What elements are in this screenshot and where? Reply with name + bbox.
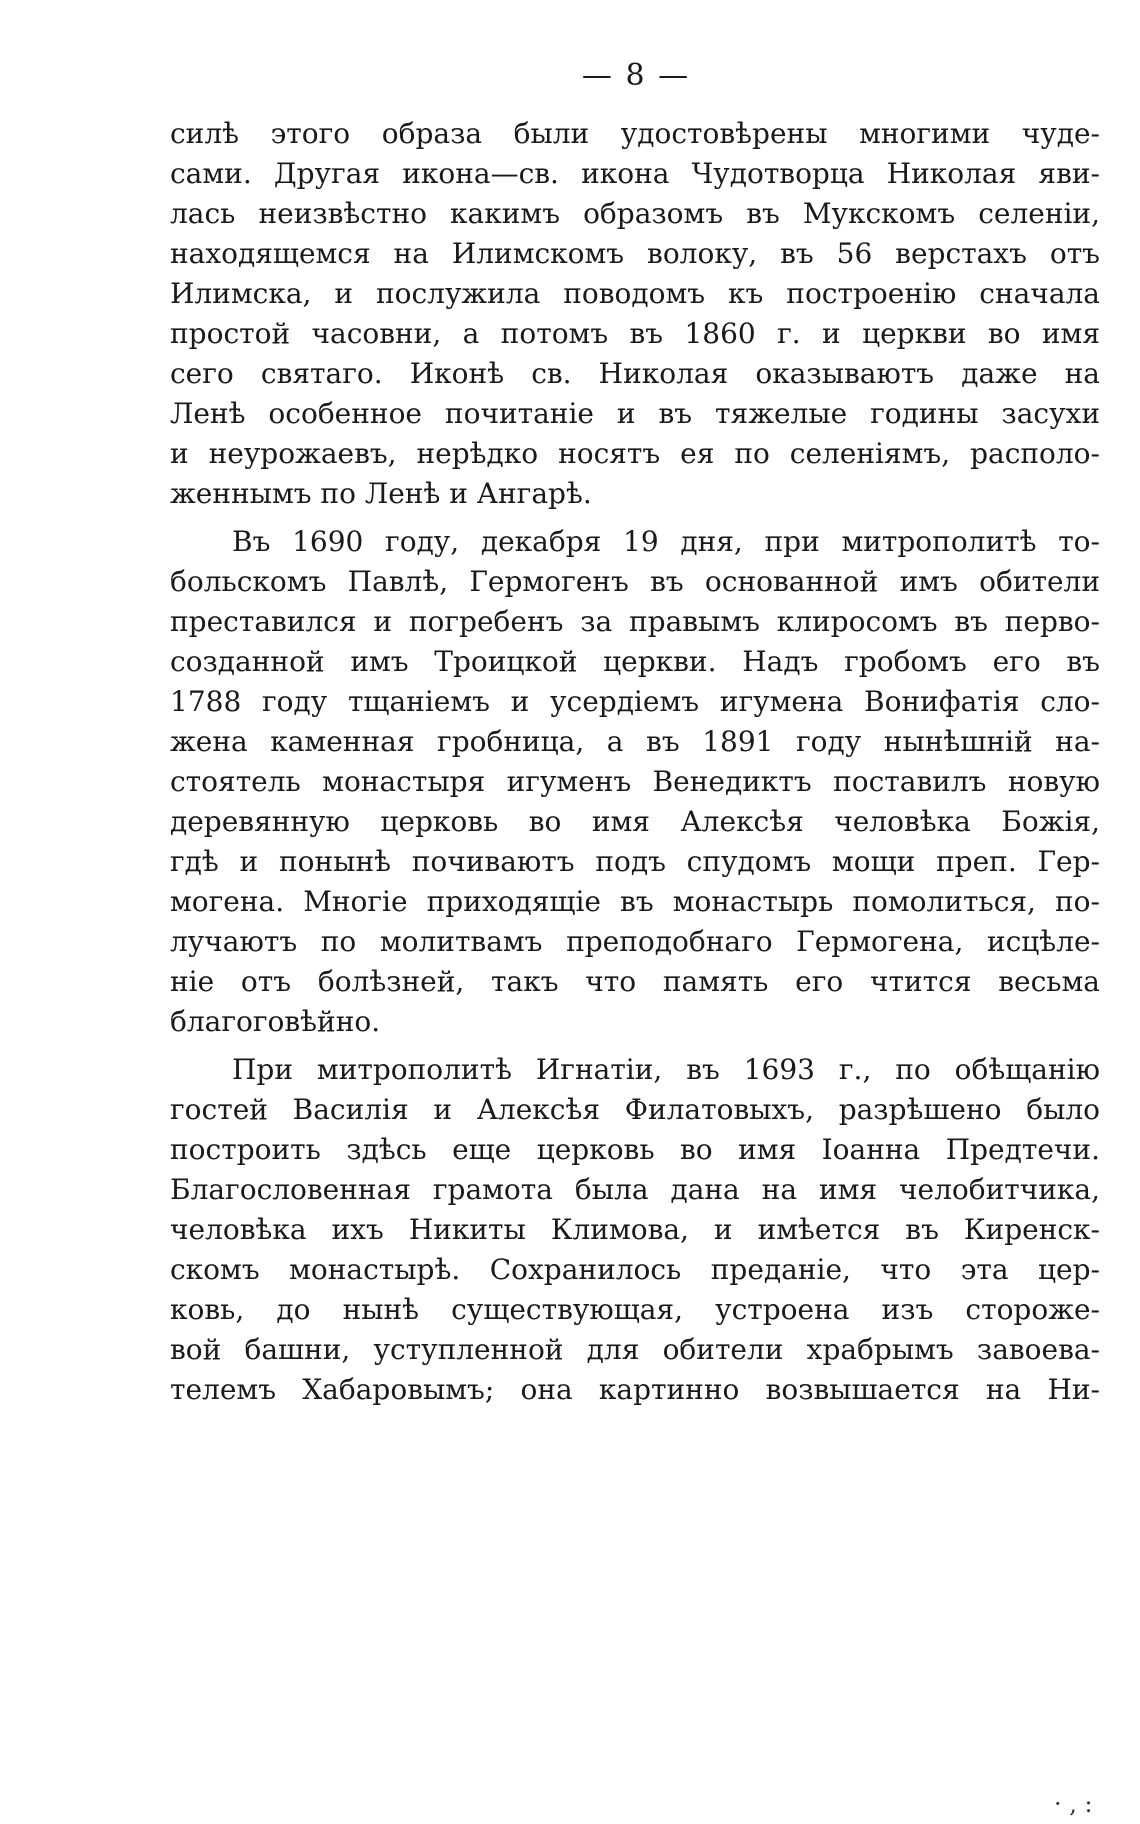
text-line: вой башни, уступленной для обители храбрымъ завоева-: [170, 1333, 1100, 1366]
text-line: Ленѣ особенное почитаніе и въ тяжелые годины засухи: [170, 397, 1100, 430]
text-line: могена. Многіе приходящіе въ монастырь помолиться, по-: [170, 885, 1100, 918]
text-line: силѣ этого образа были удостовѣрены многими чуде-: [170, 117, 1100, 150]
text-line: деревянную церковь во имя Алексѣя человѣка Божія,: [170, 805, 1100, 838]
text-line: 1788 году тщаніемъ и усердіемъ игумена Вонифатія сло-: [170, 685, 1100, 718]
text-line: женнымъ по Ленѣ и Ангарѣ.: [170, 477, 592, 510]
text-line: гдѣ и понынѣ почиваютъ подъ спудомъ мощи преп. Гер-: [170, 845, 1100, 878]
text-line: благоговѣйно.: [170, 1005, 381, 1038]
text-line: созданной имъ Троицкой церкви. Надъ гробомъ его въ: [170, 645, 1100, 678]
scan-artifact-mark: · , :: [1054, 1790, 1093, 1818]
body-text: [170, 114, 1100, 1410]
text-line: жена каменная гробница, а въ 1891 году нынѣшній на-: [170, 725, 1100, 758]
text-line: простой часовни, а потомъ въ 1860 г. и церкви во имя: [170, 317, 1100, 350]
text-line: телемъ Хабаровымъ; она картинно возвышается на Ни-: [170, 1373, 1100, 1406]
text-line: больскомъ Павлѣ, Гермогенъ въ основанной имъ обители: [170, 565, 1100, 598]
text-line: стоятель монастыря игуменъ Венедиктъ поставилъ новую: [170, 765, 1100, 798]
text-line: преставился и погребенъ за правымъ клиросомъ въ перво-: [170, 605, 1100, 638]
paragraph-3: [170, 1050, 1100, 1410]
text-line: Илимска, и послужила поводомъ къ построенію сначала: [170, 277, 1100, 310]
text-line: Благословенная грамота была дана на имя челобитчика,: [170, 1173, 1100, 1206]
paragraph-2: [170, 522, 1100, 1042]
text-line: При митрополитѣ Игнатіи, въ 1693 г., по обѣщанію: [232, 1053, 1100, 1086]
text-line: ковь, до нынѣ существующая, устроена изъ сторожe-: [170, 1293, 1100, 1326]
text-line: и неурожаевъ, нерѣдко носятъ ея по селеніямъ, располо-: [170, 437, 1100, 470]
text-line: сего святаго. Иконѣ св. Николая оказываютъ даже на: [170, 357, 1100, 390]
text-line: лучаютъ по молитвамъ преподобнаго Гермогена, исцѣле-: [170, 925, 1100, 958]
text-line: сами. Другая икона—св. икона Чудотворца Николая яви-: [170, 157, 1100, 190]
page-number: — 8 —: [581, 58, 691, 93]
text-line: построить здѣсь еще церковь во имя Іоанна Предтечи.: [170, 1133, 1100, 1166]
text-line: гостей Василія и Алексѣя Филатовыхъ, разрѣшено было: [170, 1093, 1100, 1126]
text-line: лась неизвѣстно какимъ образомъ въ Мукскомъ селеніи,: [170, 197, 1100, 230]
text-line: скомъ монастырѣ. Сохранилось преданіе, что эта цер-: [170, 1253, 1100, 1286]
text-line: человѣка ихъ Никиты Климова, и имѣется въ Киренск-: [170, 1213, 1100, 1246]
text-line: Въ 1690 году, декабря 19 дня, при митрополитѣ то-: [232, 525, 1100, 558]
paragraph-1: [170, 114, 1100, 514]
text-line: ніе отъ болѣзней, такъ что память его чтится весьма: [170, 965, 1100, 998]
text-line: находящемся на Илимскомъ волоку, въ 56 верстахъ отъ: [170, 237, 1100, 270]
